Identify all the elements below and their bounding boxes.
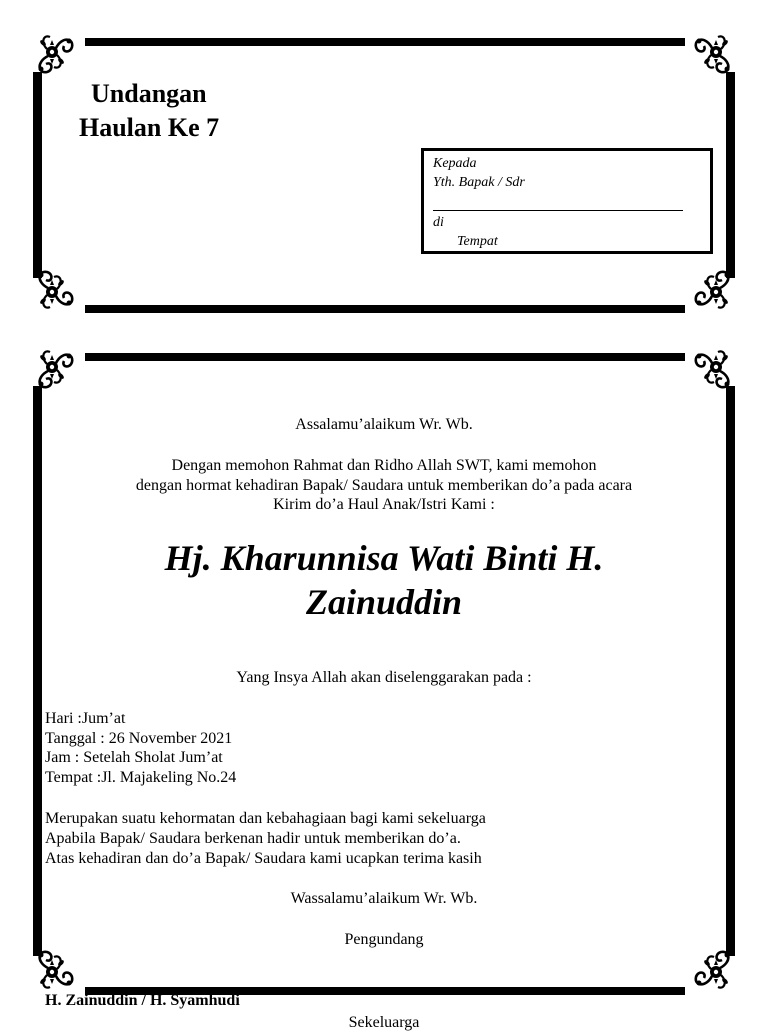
envelope-title-line1: Undangan bbox=[91, 79, 207, 108]
detail-time: Jam : Setelah Sholat Jum’at bbox=[45, 749, 223, 766]
corner-ornament-icon bbox=[39, 272, 73, 308]
corner-ornament-icon bbox=[39, 351, 73, 387]
signatory-label: Pengundang bbox=[344, 931, 424, 948]
closing-line: Atas kehadiran dan do’a Bapak/ Saudara kami ucapkan terima kasih bbox=[45, 850, 482, 867]
corner-ornament-icon bbox=[39, 952, 73, 988]
intro-line: Dengan memohon Rahmat dan Ridho Allah SWT, kami memohon bbox=[171, 457, 597, 474]
intro-line: Kirim do’a Haul Anak/Istri Kami : bbox=[273, 496, 495, 513]
invitation-card bbox=[0, 340, 768, 1031]
address-kepada: Kepada bbox=[433, 156, 477, 171]
address-tempat: Tempat bbox=[457, 234, 498, 249]
envelope-card bbox=[0, 0, 768, 330]
corner-ornament-icon bbox=[696, 272, 730, 308]
closing-line: Merupakan suatu kehormatan dan kebahagiaan bagi kami sekeluarga bbox=[45, 810, 486, 827]
corner-ornament-icon bbox=[696, 952, 730, 988]
closing-line: Apabila Bapak/ Saudara berkenan hadir untuk memberikan do’a. bbox=[45, 830, 461, 847]
address-blank-line bbox=[433, 210, 683, 211]
detail-day: Hari :Jum’at bbox=[45, 710, 126, 727]
corner-ornament-icon bbox=[696, 36, 730, 72]
farewell: Wassalamu’alaikum Wr. Wb. bbox=[290, 890, 478, 907]
envelope-title-line2: Haulan Ke 7 bbox=[79, 113, 220, 142]
corner-ornament-icon bbox=[696, 351, 730, 387]
deceased-name-line1: Hj. Kharunnisa Wati Binti H. bbox=[164, 538, 604, 578]
address-yth: Yth. Bapak / Sdr bbox=[433, 175, 525, 190]
signatory-names: H. Zainuddin / H. Syamhudi bbox=[45, 992, 240, 1009]
greeting: Assalamu’alaikum Wr. Wb. bbox=[295, 416, 473, 433]
detail-place: Tempat :Jl. Majakeling No.24 bbox=[45, 769, 237, 786]
announce-text: Yang Insya Allah akan diselenggarakan pada : bbox=[236, 669, 532, 686]
address-di: di bbox=[433, 215, 444, 230]
detail-date: Tanggal : 26 November 2021 bbox=[45, 730, 233, 747]
address-box bbox=[421, 148, 713, 254]
corner-ornament-icon bbox=[39, 36, 73, 72]
intro-line: dengan hormat kehadiran Bapak/ Saudara untuk memberikan do’a pada acara bbox=[135, 476, 633, 494]
deceased-name-line2: Zainuddin bbox=[305, 582, 463, 622]
family-label: Sekeluarga bbox=[348, 1014, 420, 1031]
